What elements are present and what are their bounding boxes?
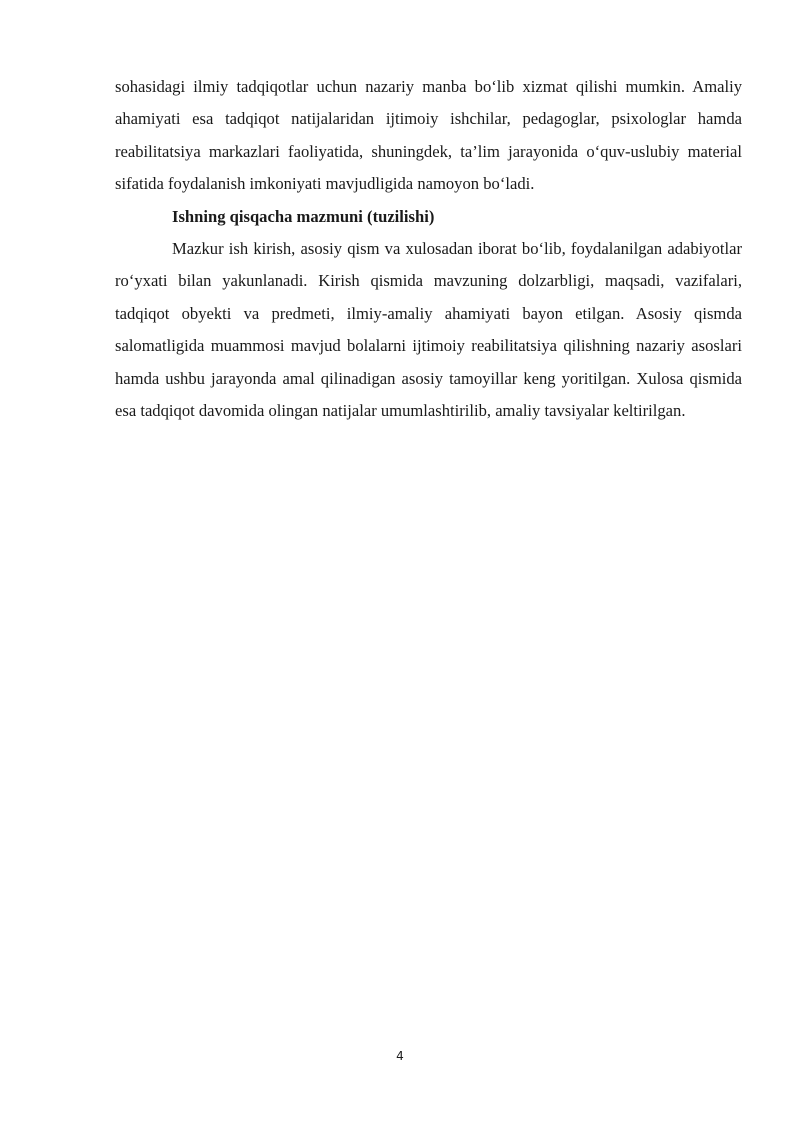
paragraph-structure: Mazkur ish kirish, asosiy qism va xulosadan iborat bo‘lib, foydalanilgan adabiyotlar ro‘yxati bilan yakunlanadi. Kirish qismida mavzuning dolzarbligi, maqsadi, vazifalari, tadqiqot obyekti va predmeti, ilmiy-amaliy ahamiyati bayon etilgan. Asosiy qismda salomatligida muammosi mavjud bolalarni ijtimoiy reabilitatsiya qilishning nazariy asoslari hamda ushbu jarayonda amal qilinadigan asosiy tamoyillar keng yoritilgan. Xulosa qismida esa tadqiqot davomida olingan natijalar umumlashtirilib, amaliy tavsiyalar keltirilgan. xyxy=(115,239,742,421)
paragraph-significance: sohasidagi ilmiy tadqiqotlar uchun nazariy manba bo‘lib xizmat qilishi mumkin. Amaliy ahamiyati esa tadqiqot natijalaridan ijtimoiy ishchilar, pedagoglar, psixologlar hamda reabilitatsiya markazlari faoliyatida, shuningdek, ta’lim jarayonida o‘quv-uslubiy material sifatida foydalanish imkoniyati mavjudligida namoyon bo‘ladi. xyxy=(115,77,742,194)
section-heading-structure: Ishning qisqacha mazmuni (tuzilishi) xyxy=(172,206,435,226)
document-body xyxy=(115,71,742,427)
page-number: 4 xyxy=(396,1049,404,1063)
